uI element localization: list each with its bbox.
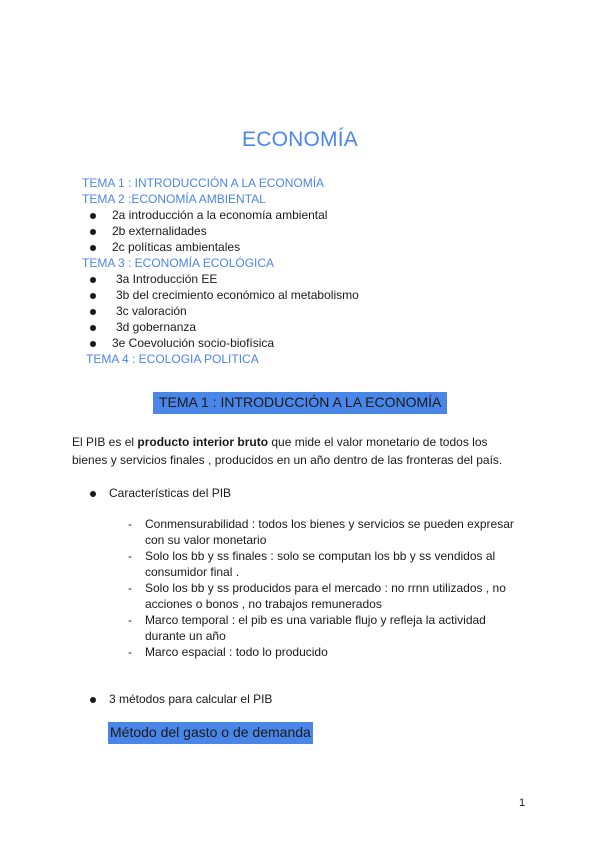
list-item: Solo los bb y ss producidos para el mercado : no rrnn utilizados , no acciones o bonos , no trabajos remunerados <box>145 581 506 611</box>
bullet-icon <box>90 277 96 283</box>
list-item: Marco temporal : el pib es una variable flujo y refleja la actividad durante un año <box>145 613 486 643</box>
dash-icon: - <box>128 613 132 627</box>
toc-item-2c: 2c políticas ambientales <box>112 240 241 254</box>
document-title: ECONOMÍA <box>242 128 358 151</box>
intro-line-2: bienes y servicios finales , producidos en un año dentro de las fronteras del país. <box>72 453 503 467</box>
dash-icon: - <box>128 517 132 531</box>
dash-icon: - <box>128 645 132 659</box>
toc-link-tema1[interactable]: TEMA 1 : INTRODUCCIÓN A LA ECONOMÍA <box>82 176 325 190</box>
toc-item-2b: 2b externalidades <box>112 224 207 238</box>
bullet-icon <box>90 309 96 315</box>
method-heading: Método del gasto o de demanda <box>108 722 313 744</box>
bullet-icon <box>90 229 96 235</box>
toc-link-tema4[interactable]: TEMA 4 : ECOLOGIA POLITICA <box>86 352 259 366</box>
list-item: Solo los bb y ss finales : solo se computan los bb y ss vendidos al consumidor final . <box>145 549 496 579</box>
bullet-icon <box>90 245 96 251</box>
bullet-icon <box>90 491 96 497</box>
bullet-icon <box>90 325 96 331</box>
bullet-icon <box>90 213 96 219</box>
intro-line-1 <box>72 433 488 451</box>
bullet-icon <box>90 293 96 299</box>
bullet-icon <box>90 697 96 703</box>
toc-link-tema2[interactable]: TEMA 2 :ECONOMÍA AMBIENTAL <box>82 192 266 206</box>
characteristics-label: Características del PIB <box>109 486 232 500</box>
toc-item-2a: 2a introducción a la economía ambiental <box>112 208 328 222</box>
toc-item-3b: 3b del crecimiento económico al metabolismo <box>116 288 359 302</box>
dash-icon: - <box>128 581 132 595</box>
intro-text: El PIB es el <box>72 435 138 449</box>
toc-item-3e: 3e Coevolución socio-biofísica <box>112 336 275 350</box>
bullet-icon <box>90 341 96 347</box>
intro-bold-term: producto interior bruto <box>137 435 269 449</box>
section-heading: TEMA 1 : INTRODUCCIÓN A LA ECONOMÍA <box>153 392 447 414</box>
methods-label: 3 métodos para calcular el PIB <box>109 692 273 706</box>
list-item: Marco espacial : todo lo producido <box>145 645 328 659</box>
toc-item-3a: 3a Introducción EE <box>116 272 218 286</box>
toc-item-3c: 3c valoración <box>116 304 187 318</box>
intro-text: que mide el valor monetario de todos los <box>268 435 488 449</box>
dash-icon: - <box>128 549 132 563</box>
toc-item-3d: 3d gobernanza <box>116 320 197 334</box>
toc-link-tema3[interactable]: TEMA 3 : ECONOMÍA ECOLÓGICA <box>82 256 275 270</box>
list-item: Conmensurabilidad : todos los bienes y servicios se pueden expresar con su valor monetario <box>145 517 514 547</box>
page-number: 1 <box>519 797 526 809</box>
